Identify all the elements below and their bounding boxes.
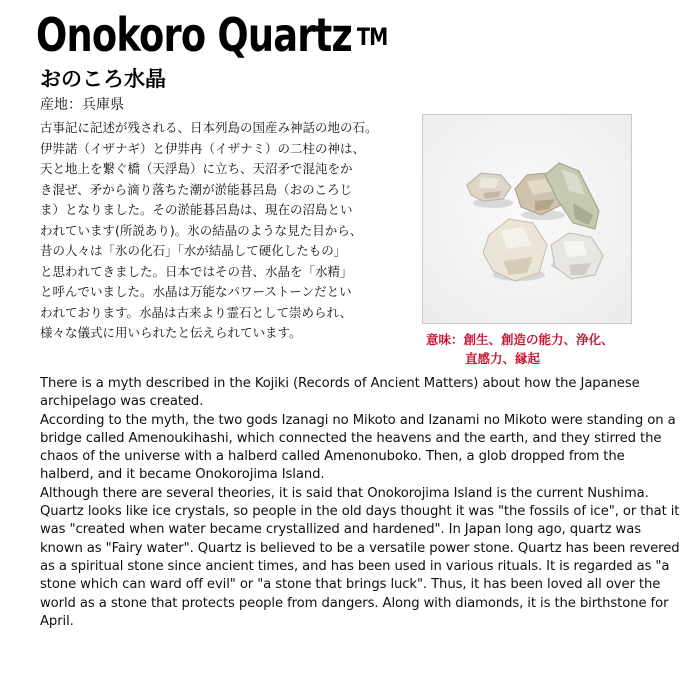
japanese-description: 古事記に記述が残される、日本列島の国産み神話の地の石。 伊弉諾（イザナギ）と伊弉冉（イザナミ）の二柱の神は、 天と地上を繋ぐ橋（天浮島）に立ち、天沼矛で混沌をか き混ぜ、矛から滴り落ちた潮が淤能碁呂島（おのころじ ま）となりました。その淤能碁呂島は、現在の沼島とい われています(所説あり)。氷の結晶のような見た目から、 昔の人々は「氷の化石」「水が結晶して硬化したもの」 と思われてきました。日本ではその昔、水晶を「水精」 と呼んでいました。水晶は万能なパワーストーンだとい われております。水晶は古来より霊石として崇められ、 様々な儀式に用いられたと伝えられています。	[40, 120, 378, 340]
english-paragraph: Quartz looks like ice crystals, so people in the old days thought it was "the fossils of ice", or that it was "created when water became crystallized and hardened". In Japan long ago, quartz was known as "Fairy water". Quartz is believed to be a versatile power stone. Quartz has been revered as a spiritual stone since ancient times, and has been used in various rituals. It is regarded as "a stone which can ward off evil" or "a stone that brings luck". Thus, it has been loved all over the world as a stone that protects people from dangers. Along with diamonds, it is the birthstone for April.	[40, 504, 680, 629]
product-title	[36, 6, 387, 64]
quartz-stones-image	[423, 115, 631, 323]
origin-label: 産地：兵庫県	[40, 97, 124, 113]
product-title-text: Onokoro Quartz	[36, 8, 353, 62]
meaning-line-1: 意味：創生、創造の能力、浄化、	[426, 332, 614, 347]
english-description	[40, 375, 680, 631]
product-photo	[422, 114, 632, 324]
trademark-symbol: TM	[356, 23, 388, 51]
english-paragraph: Although there are several theories, it is said that Onokorojima Island is the current Nushima.	[40, 485, 649, 501]
english-paragraph: There is a myth described in the Kojiki (Records of Ancient Matters) about how the Japanese archipelago was created.	[40, 376, 640, 410]
meaning-note	[426, 330, 636, 368]
product-subtitle-japanese: おのころ水晶	[40, 67, 166, 91]
meaning-line-2: 直感力、縁起	[465, 351, 541, 366]
english-paragraph: According to the myth, the two gods Izanagi no Mikoto and Izanami no Mikoto were standing on a bridge called Amenoukihashi, which connected the heavens and the earth, and they stirred the chaos of the universe with a halberd called Amenonuboko. Then, a glob dropped from the halberd, and it became Onokorojima Island.	[40, 412, 676, 483]
